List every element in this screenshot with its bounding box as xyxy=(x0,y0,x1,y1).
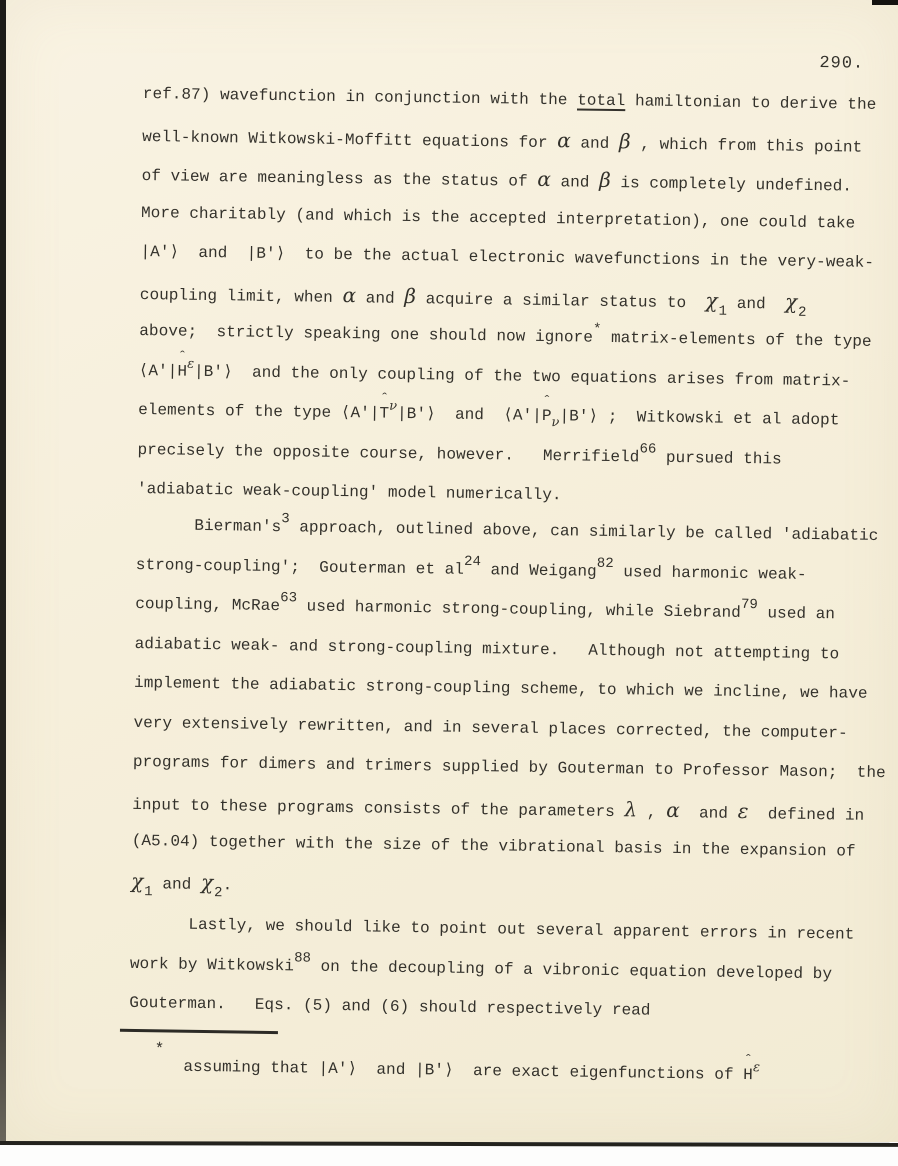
scan-corner-mark xyxy=(872,0,898,5)
text-line xyxy=(140,242,874,274)
text-segment-hat: P ˆ xyxy=(542,406,552,427)
text-segment: coupling, McRae xyxy=(135,594,281,616)
text-segment-gsub: ν xyxy=(551,415,560,431)
text-segment: acquire a similar status to xyxy=(415,289,706,312)
text-segment: and xyxy=(679,803,738,823)
text-line xyxy=(137,439,782,471)
text-segment-hat: H ˆ xyxy=(743,1065,753,1086)
text-segment: |B'⟩ and the only coupling of the two equations arises from matrix- xyxy=(193,362,851,391)
text-segment-sup: * xyxy=(592,321,602,338)
text-segment: used harmonic strong-coupling, while Siebrand xyxy=(296,597,742,622)
text-segment: used harmonic weak- xyxy=(613,562,807,584)
text-segment-hat: T ˆ xyxy=(379,404,389,425)
text-line xyxy=(139,321,872,354)
text-segment: and xyxy=(550,173,600,192)
text-segment-g: χ xyxy=(200,869,214,894)
text-segment: . xyxy=(222,875,233,894)
text-line xyxy=(138,400,840,431)
text-segment: |B'⟩ and ⟨A'| xyxy=(396,404,543,425)
text-line xyxy=(142,123,862,158)
text-segment-g: ε xyxy=(737,798,749,823)
text-segment: on the decoupling of a vibronic equation developed by xyxy=(310,957,833,983)
text-line xyxy=(141,163,852,198)
text-segment: hamiltonian to derive the xyxy=(625,92,877,114)
text-segment: approach, outlined above, can similarly be called 'adiabatic xyxy=(289,518,879,545)
text-segment: Gouterman. Eqs. (5) and (6) should respectively read xyxy=(129,993,651,1020)
scanned-page xyxy=(6,0,898,1142)
footnote-text xyxy=(183,1057,760,1087)
text-line xyxy=(133,752,886,784)
text-segment-g: β xyxy=(598,167,611,192)
text-segment: precisely the opposite course, however. Merrifield xyxy=(137,440,640,466)
text-segment-sup: 82 xyxy=(596,555,614,572)
text-segment-sub: 1 xyxy=(718,303,728,320)
text-segment-gsup: ε xyxy=(187,356,195,372)
text-segment: defined in xyxy=(748,804,865,825)
text-line xyxy=(136,554,807,586)
text-segment: More charitably (and which is the accepted interpretation), one could take xyxy=(140,203,856,233)
text-segment-g: χ xyxy=(131,868,144,893)
text-segment-sup: 79 xyxy=(740,596,759,614)
text-segment: and xyxy=(570,133,620,153)
text-segment: adiabatic weak- and strong-coupling mixture. Although not attempting to xyxy=(134,634,840,663)
text-segment: |A'⟩ and |B'⟩ to be the actual electronic wavefunctions in the very-weak- xyxy=(140,242,875,272)
footnote-asterisk-marker: * xyxy=(154,1040,165,1059)
text-segment: well-known Witkowski-Moffitt equations for xyxy=(142,127,558,152)
text-segment-sub: 2 xyxy=(213,884,223,901)
text-segment-sup: 88 xyxy=(294,949,312,967)
text-segment: and xyxy=(726,294,786,314)
text-segment-u: total xyxy=(576,91,626,111)
footnote-separator-rule xyxy=(120,1029,278,1034)
text-segment: very extensively rewritten, and in several places corrected, the computer- xyxy=(133,713,848,743)
text-segment-sup: 3 xyxy=(281,511,290,528)
text-segment: above; strictly speaking one should now ignore xyxy=(139,321,594,347)
text-segment: input to these programs consists of the parameters xyxy=(132,795,625,821)
text-line xyxy=(137,479,562,506)
text-line xyxy=(136,511,879,548)
text-segment: strong-coupling'; Gouterman et al xyxy=(135,555,465,579)
text-line xyxy=(129,949,833,985)
text-line xyxy=(138,356,851,392)
text-line xyxy=(129,993,650,1022)
text-segment-g: α xyxy=(557,127,571,152)
text-segment-sup: 66 xyxy=(639,440,657,458)
text-segment: coupling limit, when xyxy=(139,285,343,307)
text-line xyxy=(130,914,854,946)
text-segment-sup: 24 xyxy=(463,553,482,570)
text-segment-g: β xyxy=(618,128,631,153)
text-segment: used an xyxy=(757,604,836,624)
text-line xyxy=(131,868,233,901)
text-segment-g: λ xyxy=(624,796,638,821)
text-segment: , xyxy=(637,802,667,822)
text-line xyxy=(135,633,840,664)
text-segment: 'adiabatic weak-coupling' model numerically. xyxy=(136,479,562,505)
text-line xyxy=(133,712,847,744)
text-line xyxy=(135,590,836,626)
text-line xyxy=(141,202,855,234)
text-segment: matrix-elements of the type xyxy=(601,328,872,351)
text-segment-g: χ xyxy=(705,287,718,313)
text-segment: implement the adiabatic strong-coupling scheme, to which we incline, we have xyxy=(133,673,868,703)
text-segment-gsup: ε xyxy=(752,1060,761,1076)
scan-left-edge-shadow xyxy=(0,0,6,1142)
text-segment: and xyxy=(355,288,405,308)
text-line xyxy=(134,673,868,705)
text-segment: , which from this point xyxy=(630,134,863,157)
text-segment-sup: 63 xyxy=(280,590,298,607)
text-line xyxy=(132,831,856,863)
text-segment: of view are meaningless as the status of xyxy=(141,166,538,191)
text-segment-g: β xyxy=(404,283,417,308)
text-segment: programs for dimers and trimers supplied by Gouterman to Professor Mason; the xyxy=(132,752,886,783)
text-segment: assuming that |A'⟩ and |B'⟩ are exact eigenfunctions of xyxy=(183,1057,744,1085)
text-segment-sub: 2 xyxy=(797,304,807,321)
text-segment: (A5.04) together with the size of the vibrational basis in the expansion of xyxy=(131,831,856,861)
text-segment: ref.87) wavefunction in conjunction with the xyxy=(142,84,578,110)
page-number: 290. xyxy=(819,54,865,74)
text-segment-hat: H ˆ xyxy=(177,361,187,382)
text-segment-g: χ xyxy=(784,289,798,314)
text-segment: ⟨A'| xyxy=(138,361,178,381)
text-segment: and xyxy=(152,874,202,894)
text-segment: pursued this xyxy=(656,448,782,469)
text-segment-g: α xyxy=(537,166,552,192)
text-segment: elements of the type ⟨A'| xyxy=(138,400,380,423)
text-line xyxy=(143,84,877,116)
text-segment-g: α xyxy=(342,282,357,307)
text-segment: is completely undefined. xyxy=(610,173,853,196)
text-segment: Bierman's xyxy=(136,515,282,537)
text-segment-g: α xyxy=(666,797,680,822)
text-segment-sub: 1 xyxy=(144,883,153,900)
text-segment: Lastly, we should like to point out several apparent errors in recent xyxy=(130,914,855,944)
text-segment-gsup: ν xyxy=(389,398,398,414)
text-line xyxy=(139,281,807,321)
text-segment: and Weigang xyxy=(480,560,597,581)
text-segment: |B'⟩ ; Witkowski et al adopt xyxy=(559,407,840,430)
text-segment: work by Witkowski xyxy=(129,954,295,975)
text-line xyxy=(132,791,864,826)
